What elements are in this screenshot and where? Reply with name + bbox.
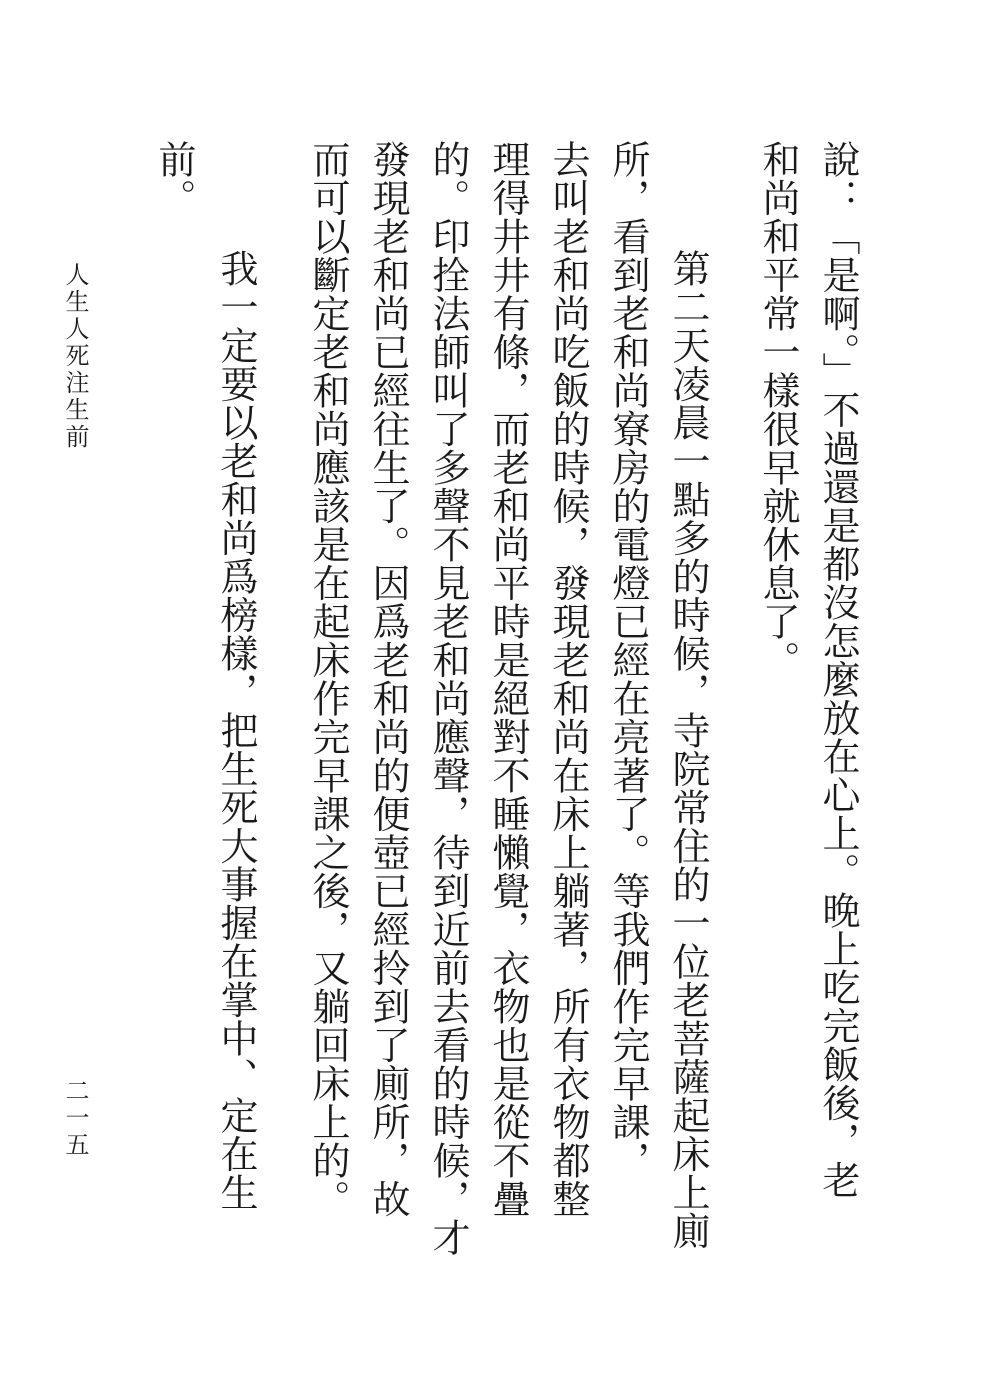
text-column-8: 發現老和尚已經往生了。因爲老和尚的便壺已經拎到了廁所，故 [366,140,410,1218]
text-column-1: 說：「是啊。」不過還是都沒怎麼放在心上。晚上吃完飯後，老 [816,140,860,1199]
page-number: 二一五 [61,1078,89,1159]
text-column-2: 和尚和平常一樣很早就休息了。 [756,140,800,679]
text-column-4: 所，看到老和尚寮房的電燈已經在亮著了。等我們作完早課， [606,140,650,1180]
text-column-6: 理得井井有條，而老和尚平時是絕對不睡懶覺，衣物也是從不疊 [486,140,530,1218]
running-title: 人生人死注生前 [61,262,89,451]
text-column-7: 的。印拴法師叫了多聲不見老和尚應聲，待到近前去看的時候，才 [426,140,470,1257]
text-column-9: 而可以斷定老和尚應該是在起床作完早課之後，又躺回床上的。 [306,140,350,1218]
text-column-3: 第二天凌晨一點多的時候，寺院常住的一位老菩薩起床上廁 [666,172,710,1250]
text-column-10: 我一定要以老和尚爲榜樣，把生死大事握在掌中、定在生 [214,172,258,1212]
text-column-11: 前。 [152,140,196,217]
text-column-5: 去叫老和尚吃飯的時候，發現老和尚在床上躺著，所有衣物都整 [546,140,590,1218]
